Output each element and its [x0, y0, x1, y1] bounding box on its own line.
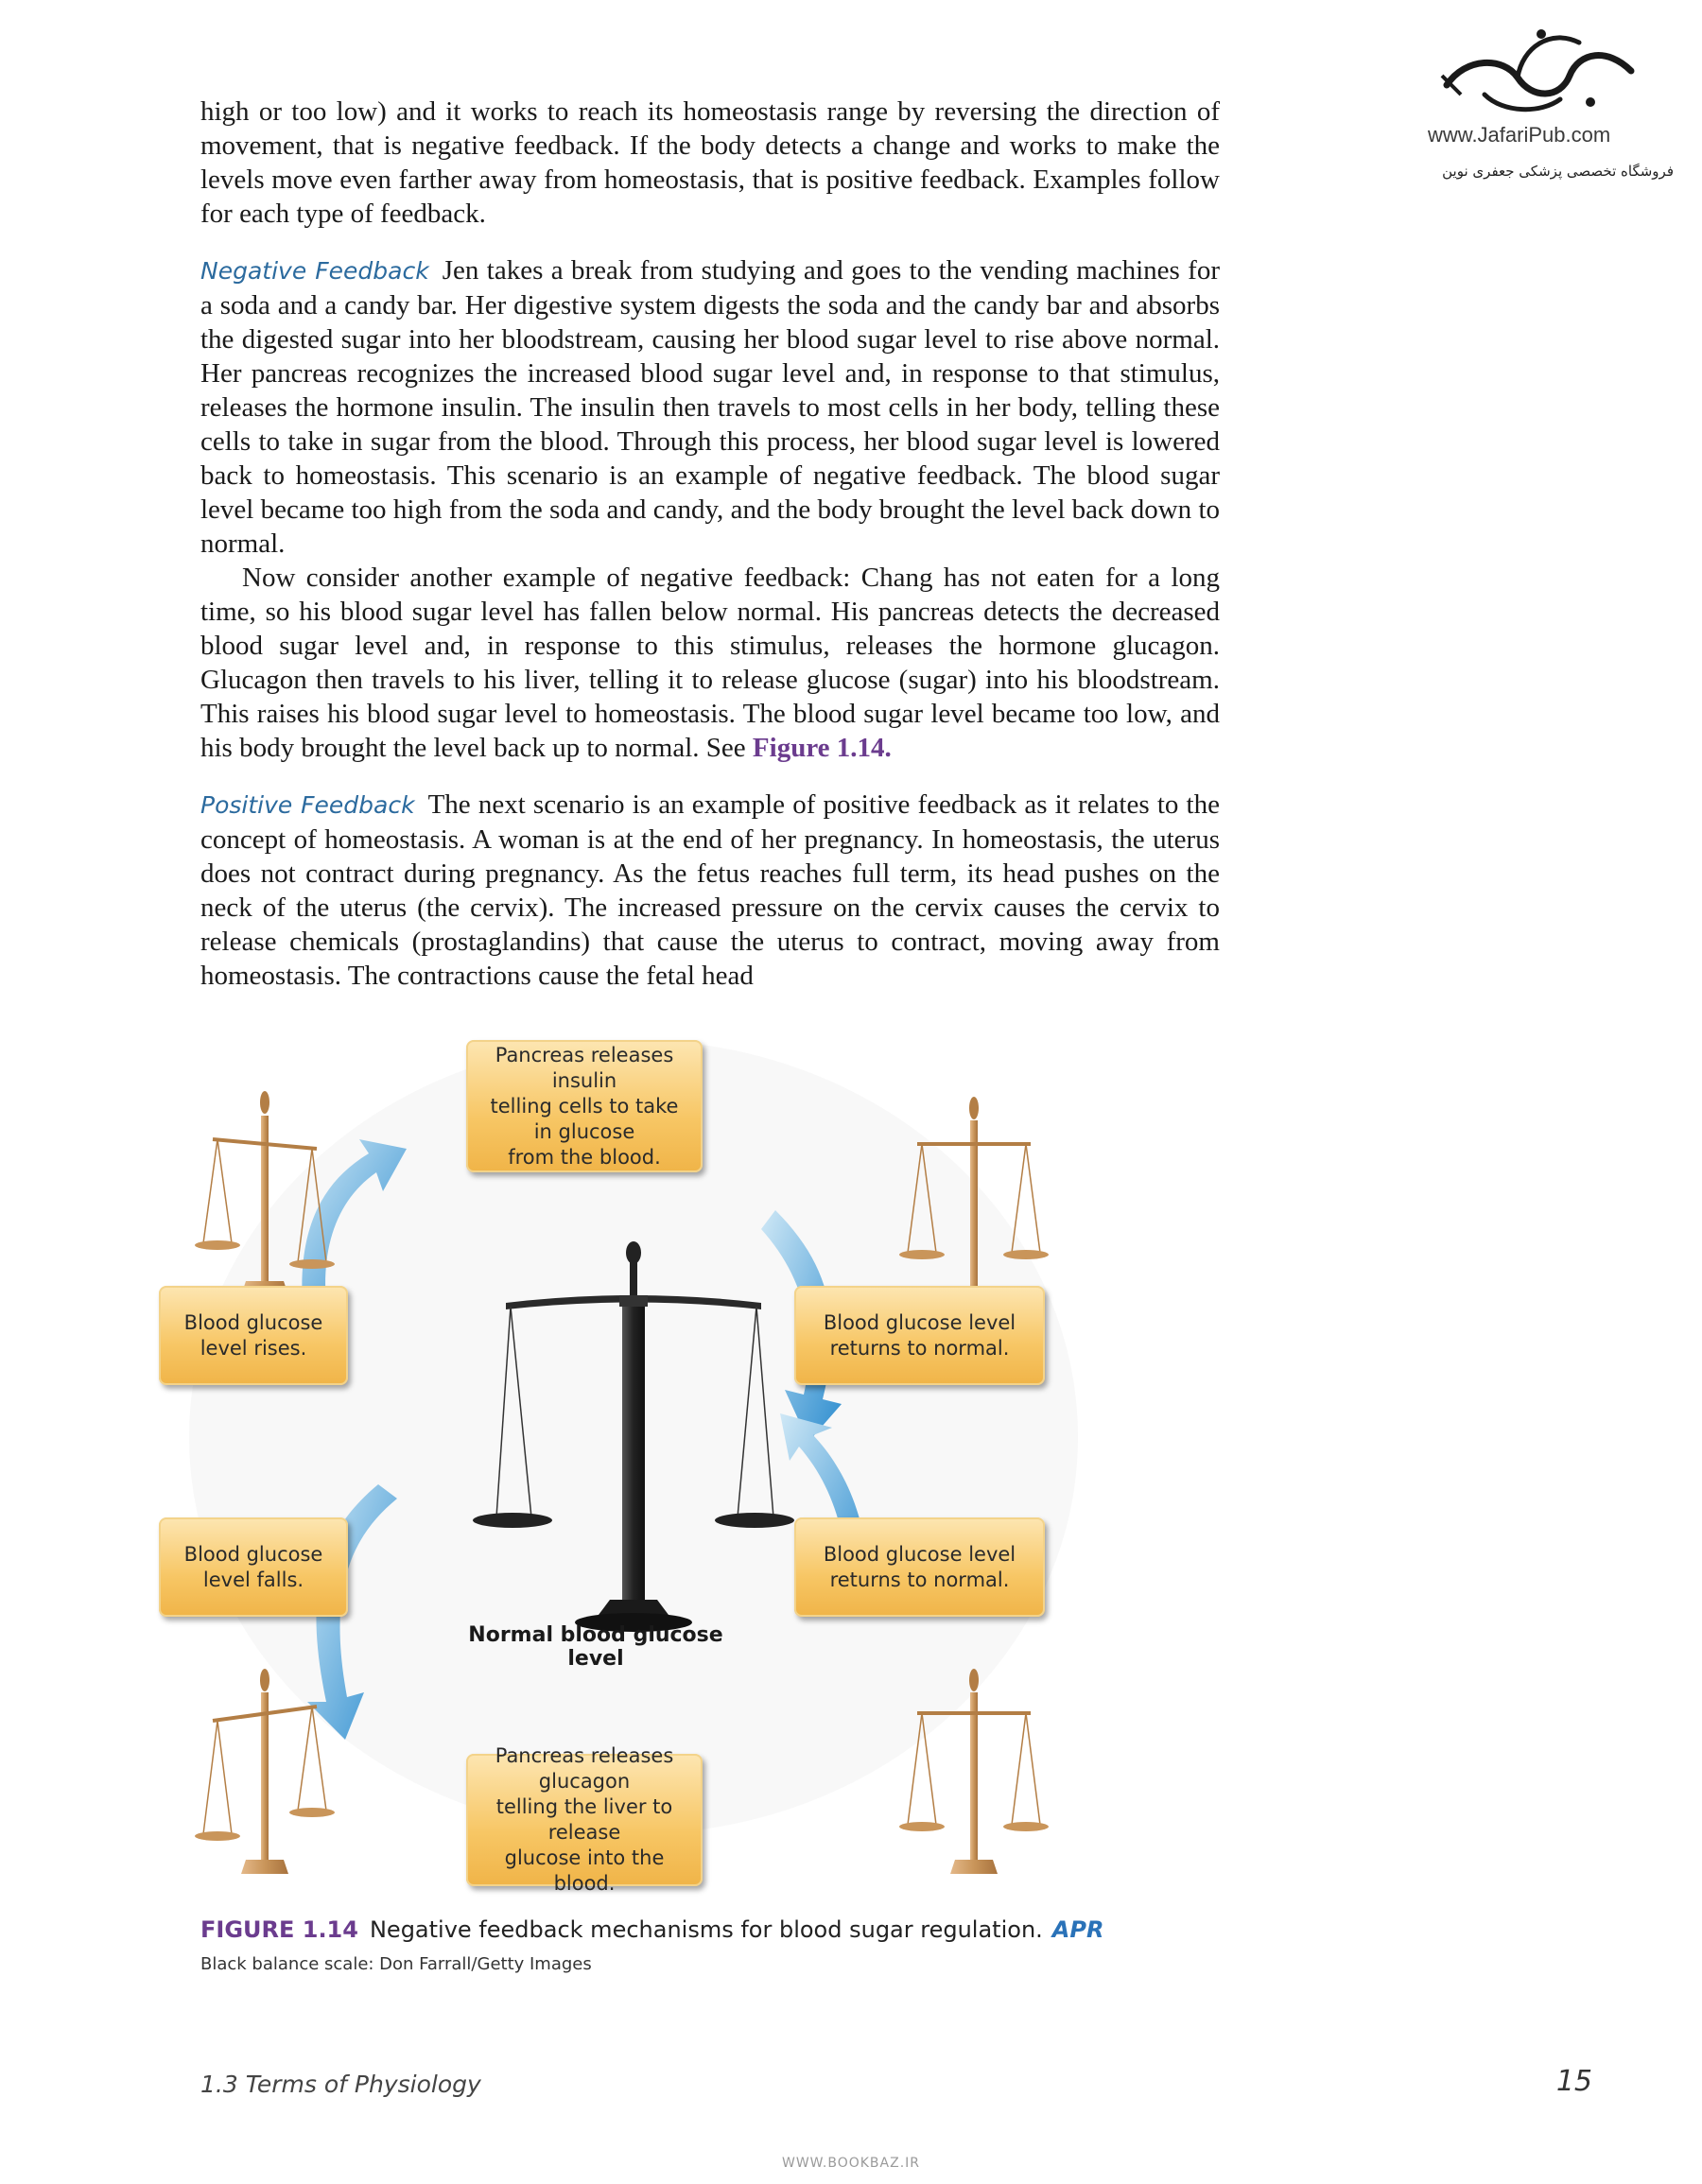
insulin-release-box: Pancreas releases insulin telling cells to take in glucose from the blood. — [466, 1040, 703, 1172]
negative-feedback-text: Jen takes a break from studying and goes to the vending machines for a soda and a candy bar. Her digestive system digests the soda and the candy bar and absorbs the digested sugar into her bloodstream, causing her blood sugar level to rise above normal. Her pancreas recognizes the increased blood sugar level and, in response to that stimulus, releases the hormone insulin. The insulin then travels to most cells in her body, telling these cells to take in sugar from the blood. Through this process, her blood sugar level is lowered back to homeostasis. This scenario is an example of negative feedback. The blood sugar level became too high from the soda and candy, and the body brought the level back down to normal. — [200, 255, 1220, 559]
paragraph-positive-feedback — [200, 788, 1220, 993]
publisher-tagline: فروشگاه تخصصی پزشکی جعفری نوین — [1442, 163, 1674, 180]
glucose-returns-normal-top-box: Blood glucose level returns to normal. — [794, 1286, 1045, 1385]
normal-glucose-label: Normal blood glucose level — [468, 1623, 723, 1671]
page-number: 15 — [1555, 2065, 1592, 2098]
image-credit: Black balance scale: Don Farrall/Getty Images — [200, 1954, 592, 1974]
publisher-watermark — [1399, 19, 1683, 199]
glucose-falls-box: Blood glucose level falls. — [159, 1517, 348, 1617]
footer-section-title: 1.3 Terms of Physiology — [200, 2071, 481, 2098]
apr-badge-icon[interactable]: APR — [1051, 1916, 1104, 1943]
glucagon-release-box: Pancreas releases glucagon telling the liver to release glucose into the blood. — [466, 1754, 703, 1886]
body-text — [200, 95, 1220, 993]
publisher-url: www.JafariPub.com — [1428, 123, 1611, 147]
figure-label: FIGURE 1.14 — [200, 1916, 358, 1943]
positive-feedback-text: The next scenario is an example of positive feedback as it relates to the concept of homeostasis. A woman is at the end of her pregnancy. In homeostasis, the uterus does not contract during pregnancy. As the fetus reaches full term, its head pushes on the neck of the uterus (the cervix). The increased pressure on the cervix causes the cervix to release chemicals (prostaglandins) that cause the uterus to contract, moving away from homeostasis. The contractions cause the fetal head — [200, 789, 1220, 991]
negative-feedback-heading: Negative Feedback — [200, 257, 429, 285]
figure-1-14 — [180, 1040, 1125, 1895]
glucose-rises-box: Blood glucose level rises. — [159, 1286, 348, 1385]
paragraph-chang-example: Now consider another example of negative feedback: Chang has not eaten for a long time, so his blood sugar level has fallen below normal. His pancreas detects the decreased blood sugar level and, in response to this stimulus, releases the hormone glucagon. Glucagon then travels to his liver, telling it to release glucose (sugar) into his bloodstream. This raises his blood sugar level to homeostasis. The blood sugar level became too low, and his body brought the level back up to normal. See Figure 1.14. — [200, 563, 1220, 763]
caption-text: Negative feedback mechanisms for blood sugar regulation. — [369, 1916, 1043, 1943]
figure-caption — [200, 1916, 1146, 1974]
source-site-url: WWW.BOOKBAZ.IR — [781, 2156, 921, 2171]
figure-reference-link[interactable]: Figure 1.14 — [752, 733, 885, 763]
paragraph-negative-feedback — [200, 253, 1220, 561]
chang-example-text: Now consider another example of negative feedback: Chang has not eaten for a long time, so his blood sugar level has fallen below normal. His pancreas detects the decreased blood sugar level and, in response to this stimulus, releases the hormone glucagon. Glucagon then travels to his liver, telling it to release glucose (sugar) into his bloodstream. This raises his blood sugar level to homeostasis. The blood sugar level became too low, and his body brought the level back up to normal. See — [200, 563, 1220, 763]
paragraph-intro: high or too low) and it works to reach its homeostasis range by reversing the direction of movement, that is negative feedback. If the body detects a change and works to make the levels move even farther away from homeostasis, that is positive feedback. Examples follow for each type of feedback. — [200, 96, 1220, 229]
publisher-logo-icon — [1428, 19, 1655, 123]
positive-feedback-heading: Positive Feedback — [200, 791, 415, 819]
glucose-returns-normal-bottom-box: Blood glucose level returns to normal. — [794, 1517, 1045, 1617]
